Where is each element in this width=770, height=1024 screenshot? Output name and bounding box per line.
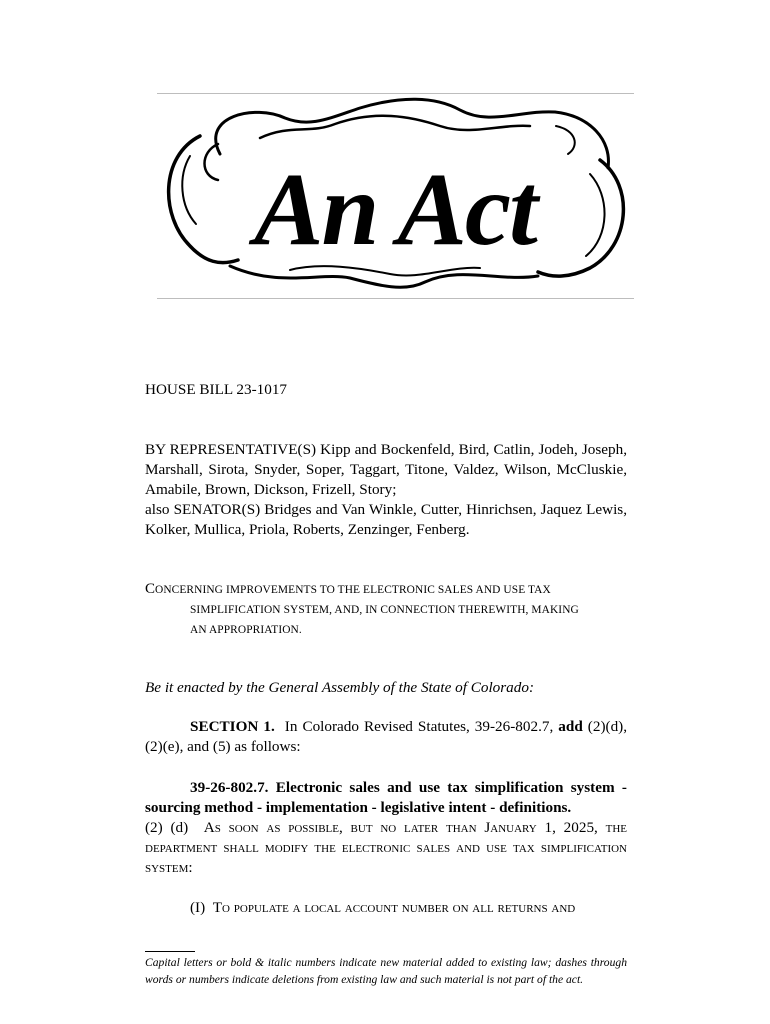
flourish-left-big bbox=[169, 136, 238, 263]
subparagraph-i-text: To populate a local account number on all returns and bbox=[212, 899, 576, 916]
subsection-2d-text: As soon as possible, but no later than January 1, 2025, the department shall modify the electronic sales and use tax simplification system: bbox=[145, 819, 628, 876]
banner-bottom-rule bbox=[157, 298, 634, 299]
flourish-right-curl bbox=[556, 126, 575, 154]
sponsors-block bbox=[145, 440, 627, 540]
bill-title-line-1 bbox=[145, 579, 627, 600]
flourish-bottom bbox=[230, 266, 538, 287]
statute-section-heading bbox=[145, 778, 627, 818]
subparagraph-i bbox=[145, 898, 627, 918]
footnote-rule bbox=[145, 951, 195, 952]
flourish-right-big bbox=[538, 160, 623, 276]
an-act-wordmark: An Act bbox=[254, 152, 536, 267]
section-1-text: In Colorado Revised Statutes, 39-26-802.7, bbox=[284, 718, 554, 735]
enacting-clause: Be it enacted by the General Assembly of the State of Colorado: bbox=[145, 679, 535, 696]
bill-title bbox=[145, 579, 627, 640]
flourish-right-small bbox=[586, 174, 605, 256]
section-1 bbox=[145, 717, 627, 757]
subsection-2d bbox=[145, 818, 627, 878]
banner-top-rule bbox=[157, 93, 634, 94]
subparagraph-i-prefix: (I) bbox=[190, 899, 206, 916]
senators-sponsors: also SENATOR(S) Bridges and Van Winkle, Cutter, Hinrichsen, Jaquez Lewis, Kolker, Mullica, Priola, Roberts, Zenzinger, Fenberg. bbox=[145, 501, 627, 538]
flourish-left-small bbox=[182, 156, 196, 224]
statute-heading-text: 39-26-802.7. Electronic sales and use tax simplification system - sourcing method - implementation - legislative intent - definitions. bbox=[145, 779, 627, 816]
section-1-label: SECTION 1. bbox=[190, 718, 275, 735]
representatives-sponsors: BY REPRESENTATIVE(S) Kipp and Bockenfeld, Bird, Catlin, Jodeh, Joseph, Marshall, Sirota, Snyder, Soper, Taggart, Titone, Valdez, Wilson, McCluskie, Amabile, Brown, Dickson, Frizell, Story; bbox=[145, 441, 627, 498]
title-line-1-rest: ONCERNING IMPROVEMENTS TO THE ELECTRONIC SALES AND USE TAX bbox=[155, 584, 551, 596]
flourish-left-curl bbox=[205, 144, 219, 180]
footnote: Capital letters or bold & italic numbers indicate new material added to existing law; dashes through words or numbers indicate deletions from existing law and such material is not part of the act. bbox=[145, 956, 627, 986]
an-act-banner bbox=[160, 96, 630, 296]
bill-title-line-3: AN APPROPRIATION. bbox=[190, 624, 302, 636]
bill-title-line-2: SIMPLIFICATION SYSTEM, AND, IN CONNECTION THEREWITH, MAKING bbox=[190, 604, 579, 616]
flourish-inner-top bbox=[260, 116, 530, 138]
bill-number: HOUSE BILL 23-1017 bbox=[145, 381, 288, 398]
section-1-text-2: (2)(d), (2)(e), and (5) as follows: bbox=[145, 718, 628, 755]
title-first-letter: C bbox=[145, 581, 156, 597]
section-1-action: add bbox=[558, 718, 583, 735]
subsection-2d-prefix: (2) (d) bbox=[145, 819, 189, 836]
